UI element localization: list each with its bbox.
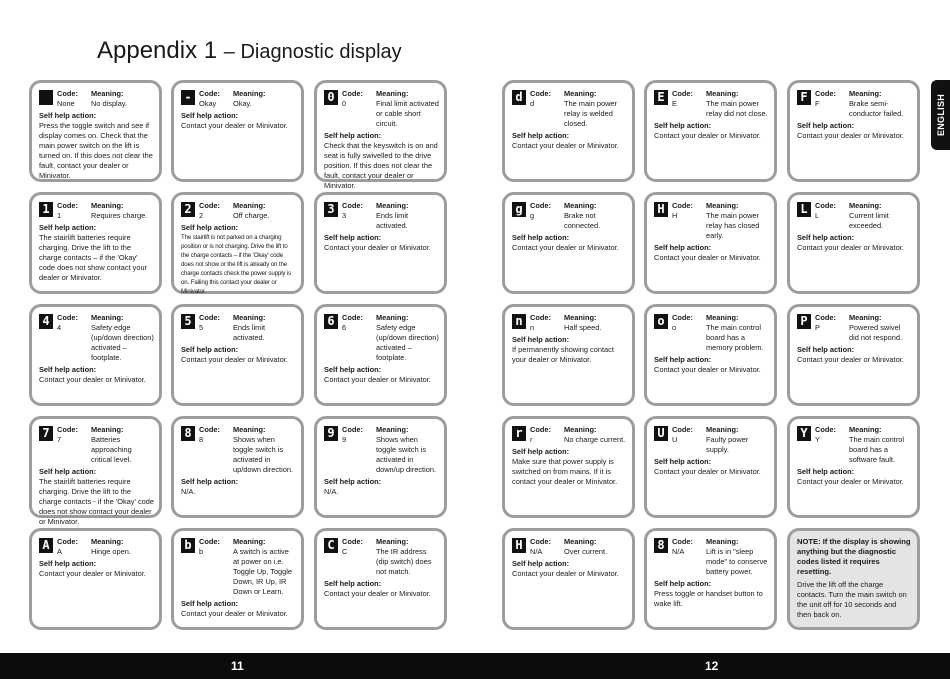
self-help-text: Contact your dealer or Minivator.: [324, 243, 431, 252]
self-help-text: Press the toggle switch and see if display comes on. Check that the main power switch on the lift is turned on. If this does not clear the fault, contact your dealer or Minivator.: [39, 121, 153, 180]
self-help-label: Self help action:: [181, 599, 239, 608]
diagnostic-card: [787, 192, 920, 294]
display-code-icon: H: [512, 538, 526, 553]
self-help-text: Press toggle or handset button to wake lift.: [654, 589, 763, 608]
code-value: b: [199, 547, 204, 556]
meaning-label: Meaning:: [91, 201, 124, 210]
meaning-value: No display.: [91, 99, 128, 108]
code-label: Code:: [672, 89, 693, 98]
code-value: 9: [342, 435, 347, 444]
reset-note-card: [787, 528, 920, 630]
self-help-text: If permanently showing contact your dealer or Minivator.: [512, 345, 614, 364]
code-label: Code:: [672, 425, 693, 434]
display-code-icon: 0: [324, 90, 338, 105]
self-help-text: The stairlift batteries require charging. Drive the lift to the charge contacts – if the 'Okay' code does not show contact your dealer or Minivator.: [39, 233, 148, 282]
meaning-value: Current limit exceeded.: [849, 211, 889, 230]
diagnostic-card: [502, 416, 635, 518]
code-value: A: [57, 547, 62, 556]
meaning-label: Meaning:: [564, 537, 597, 546]
meaning-label: Meaning:: [376, 537, 409, 546]
diagnostic-card: [171, 192, 304, 294]
self-help-label: Self help action:: [654, 355, 712, 364]
meaning-value: Off charge.: [233, 211, 270, 220]
meaning-value: Over current.: [564, 547, 608, 556]
code-label: Code:: [342, 201, 363, 210]
self-help-text: Contact your dealer or Minivator.: [654, 467, 761, 476]
code-label: Code:: [672, 201, 693, 210]
meaning-label: Meaning:: [564, 425, 597, 434]
meaning-label: Meaning:: [233, 89, 266, 98]
diagnostic-card: [644, 80, 777, 182]
code-label: Code:: [530, 313, 551, 322]
code-label: Code:: [57, 201, 78, 210]
self-help-text: Contact your dealer or Minivator.: [797, 355, 904, 364]
page-title-sub: – Diagnostic display: [223, 41, 402, 63]
self-help-label: Self help action:: [797, 121, 855, 130]
display-code-icon: g: [512, 202, 526, 217]
self-help-text: Contact your dealer or Minivator.: [797, 131, 904, 140]
meaning-label: Meaning:: [376, 313, 409, 322]
code-value: N/A: [672, 547, 685, 556]
display-code-icon: o: [654, 314, 668, 329]
meaning-value: The main control board has a memory problem.: [706, 323, 764, 352]
display-code-icon: 9: [324, 426, 338, 441]
meaning-label: Meaning:: [91, 425, 124, 434]
self-help-label: Self help action:: [512, 233, 570, 242]
diagnostic-card: [29, 528, 162, 630]
code-value: F: [815, 99, 820, 108]
code-value: P: [815, 323, 820, 332]
code-label: Code:: [815, 89, 836, 98]
meaning-label: Meaning:: [564, 313, 597, 322]
meaning-value: No charge current.: [564, 435, 626, 444]
self-help-label: Self help action:: [654, 579, 712, 588]
code-label: Code:: [342, 537, 363, 546]
language-tab-label: ENGLISH: [935, 93, 946, 137]
self-help-label: Self help action:: [797, 233, 855, 242]
self-help-text: The stairlift is not parked on a charging position or is not charging. Drive the lift to the charge contacts – if the 'Okay' code does not show or the lift is already on the charge contacts check the power supply is on. Failing this contact your dealer or Minivator.: [181, 234, 292, 295]
display-code-icon: H: [654, 202, 668, 217]
self-help-label: Self help action:: [797, 345, 855, 354]
code-value: r: [530, 435, 533, 444]
meaning-value: A switch is active at power on i.e. Toggle Up, Toggle Down, IR Up, IR Down or Learn.: [233, 547, 293, 596]
self-help-text: Contact your dealer or Minivator.: [39, 569, 146, 578]
meaning-value: Okay.: [233, 99, 252, 108]
code-value: E: [672, 99, 677, 108]
meaning-value: Brake not connected.: [564, 211, 601, 230]
meaning-label: Meaning:: [233, 201, 266, 210]
self-help-label: Self help action:: [324, 365, 382, 374]
code-value: 7: [57, 435, 62, 444]
display-code-icon: U: [654, 426, 668, 441]
code-value: 1: [57, 211, 62, 220]
code-value: U: [672, 435, 678, 444]
meaning-value: The main power relay is welded closed.: [564, 99, 617, 128]
self-help-label: Self help action:: [324, 131, 382, 140]
code-value: 0: [342, 99, 347, 108]
page-title-main: Appendix 1: [97, 37, 218, 64]
meaning-value: Safety edge (up/down direction) activated – footplate.: [376, 323, 439, 362]
diagnostic-card: [644, 192, 777, 294]
code-value: d: [530, 99, 535, 108]
code-value: Okay: [199, 99, 217, 108]
diagnostic-card: [644, 528, 777, 630]
meaning-label: Meaning:: [706, 537, 739, 546]
diagnostic-card: [644, 304, 777, 406]
code-value: H: [672, 211, 678, 220]
display-code-icon: P: [797, 314, 811, 329]
meaning-value: Powered swivel did not respond.: [849, 323, 903, 342]
display-code-icon: 3: [324, 202, 338, 217]
meaning-value: Safety edge (up/down direction) activated – footplate.: [91, 323, 154, 362]
meaning-label: Meaning:: [233, 537, 266, 546]
meaning-value: Half speed.: [564, 323, 602, 332]
meaning-label: Meaning:: [849, 313, 882, 322]
display-code-icon: d: [512, 90, 526, 105]
self-help-label: Self help action:: [39, 111, 97, 120]
meaning-label: Meaning:: [91, 313, 124, 322]
meaning-label: Meaning:: [706, 201, 739, 210]
meaning-value: The main control board has a software fault.: [849, 435, 905, 464]
self-help-text: N/A.: [181, 487, 196, 496]
self-help-text: Contact your dealer or Minivator.: [512, 243, 619, 252]
code-label: Code:: [342, 313, 363, 322]
page-footer: [0, 653, 950, 679]
diagnostic-card: [787, 304, 920, 406]
display-code-icon: 1: [39, 202, 53, 217]
self-help-label: Self help action:: [324, 477, 382, 486]
self-help-label: Self help action:: [324, 233, 382, 242]
page-number-left: 11: [231, 659, 244, 673]
meaning-label: Meaning:: [849, 89, 882, 98]
self-help-label: Self help action:: [512, 447, 570, 456]
meaning-value: Brake semi-conductor failed.: [849, 99, 904, 118]
self-help-text: Contact your dealer or Minivator.: [512, 141, 619, 150]
code-value: g: [530, 211, 535, 220]
self-help-label: Self help action:: [39, 467, 97, 476]
meaning-label: Meaning:: [233, 425, 266, 434]
self-help-label: Self help action:: [654, 243, 712, 252]
display-code-icon: C: [324, 538, 338, 553]
meaning-value: Requires charge.: [91, 211, 148, 220]
diagnostic-card: [171, 80, 304, 182]
diagnostic-card: [314, 80, 447, 190]
display-code-icon: b: [181, 538, 195, 553]
self-help-label: Self help action:: [181, 111, 239, 120]
code-label: Code:: [530, 537, 551, 546]
meaning-label: Meaning:: [376, 89, 409, 98]
meaning-value: Lift is in "sleep mode" to conserve battery power.: [706, 547, 768, 576]
self-help-label: Self help action:: [181, 223, 239, 232]
self-help-text: Contact your dealer or Minivator.: [39, 375, 146, 384]
code-label: Code:: [199, 425, 220, 434]
meaning-value: Hinge open.: [91, 547, 131, 556]
code-value: 8: [199, 435, 204, 444]
diagnostic-card: [787, 416, 920, 518]
self-help-text: N/A.: [324, 487, 339, 496]
diagnostic-card: [314, 416, 447, 518]
meaning-value: The main power relay has closed early.: [706, 211, 760, 240]
code-label: Code:: [672, 313, 693, 322]
diagnostic-card: [787, 80, 920, 182]
self-help-label: Self help action:: [181, 345, 239, 354]
code-label: Code:: [530, 425, 551, 434]
meaning-label: Meaning:: [706, 425, 739, 434]
meaning-label: Meaning:: [849, 201, 882, 210]
code-label: Code:: [199, 537, 220, 546]
meaning-label: Meaning:: [376, 201, 409, 210]
code-label: Code:: [199, 89, 220, 98]
page-number-right: 12: [705, 659, 719, 673]
diagnostic-card: [502, 528, 635, 630]
code-value: N/A: [530, 547, 543, 556]
self-help-label: Self help action:: [181, 477, 239, 486]
diagnostic-card: [29, 192, 162, 294]
code-label: Code:: [57, 89, 78, 98]
diagnostic-card: [314, 528, 447, 630]
display-code-icon: n: [512, 314, 526, 329]
diagnostic-card: [644, 416, 777, 518]
meaning-label: Meaning:: [849, 425, 882, 434]
diagnostic-card: [502, 192, 635, 294]
display-code-icon: 7: [39, 426, 53, 441]
code-label: Code:: [815, 201, 836, 210]
code-value: 6: [342, 323, 347, 332]
self-help-text: Contact your dealer or Minivator.: [181, 355, 288, 364]
code-label: Code:: [342, 425, 363, 434]
meaning-value: The IR address (dip switch) does not match.: [376, 547, 432, 576]
code-label: Code:: [57, 313, 78, 322]
meaning-value: Shows when toggle switch is activated in down/up direction.: [376, 435, 436, 474]
code-label: Code:: [342, 89, 363, 98]
self-help-label: Self help action:: [797, 467, 855, 476]
self-help-label: Self help action:: [654, 457, 712, 466]
code-value: None: [57, 99, 75, 108]
display-code-icon: 4: [39, 314, 53, 329]
code-label: Code:: [199, 313, 220, 322]
self-help-text: Check that the keyswitch is on and seat is fully swivelled to the drive position. If this does not clear the fault, contact your dealer or Minivator.: [324, 141, 438, 190]
display-code-icon: 5: [181, 314, 195, 329]
self-help-text: Make sure that power supply is switched on from mains. If it is contact your dealer or Minivator.: [512, 457, 618, 486]
code-value: 2: [199, 211, 204, 220]
self-help-text: The stairlift batteries require charging. Drive the lift to the charge contacts - if the 'Okay' code does not show contact your dealer or Minivator.: [39, 477, 154, 526]
meaning-label: Meaning:: [233, 313, 266, 322]
self-help-label: Self help action:: [512, 559, 570, 568]
display-code-icon: 6: [324, 314, 338, 329]
code-label: Code:: [672, 537, 693, 546]
code-label: Code:: [530, 201, 551, 210]
self-help-text: Contact your dealer or Minivator.: [654, 131, 761, 140]
language-tab: [931, 80, 950, 150]
code-value: 3: [342, 211, 347, 220]
meaning-value: Final limit activated or cable short circuit.: [376, 99, 439, 128]
self-help-label: Self help action:: [324, 579, 382, 588]
code-label: Code:: [815, 313, 836, 322]
self-help-label: Self help action:: [39, 365, 97, 374]
code-value: L: [815, 211, 820, 220]
self-help-text: Contact your dealer or Minivator.: [797, 243, 904, 252]
display-code-icon: L: [797, 202, 811, 217]
meaning-label: Meaning:: [91, 89, 124, 98]
meaning-label: Meaning:: [564, 89, 597, 98]
meaning-label: Meaning:: [91, 537, 124, 546]
diagnostic-card: [502, 80, 635, 182]
meaning-value: Ends limit activated.: [376, 211, 409, 230]
meaning-label: Meaning:: [706, 313, 739, 322]
code-label: Code:: [530, 89, 551, 98]
meaning-label: Meaning:: [376, 425, 409, 434]
meaning-value: Faulty power supply.: [706, 435, 749, 454]
diagnostic-card: [314, 304, 447, 406]
reset-note-text: Drive the lift off the charge contacts. Turn the main switch on the unit off for 10 seconds and then back on.: [797, 580, 907, 619]
display-code-icon: E: [654, 90, 668, 105]
self-help-text: Contact your dealer or Minivator.: [324, 589, 431, 598]
display-code-icon: 8: [181, 426, 195, 441]
diagnostic-card: [502, 304, 635, 406]
self-help-text: Contact your dealer or Minivator.: [324, 375, 431, 384]
code-label: Code:: [57, 425, 78, 434]
diagnostic-card: [29, 304, 162, 406]
reset-note-heading: NOTE: If the display is showing anything but the diagnostic codes listed it requires resetting.: [797, 537, 911, 576]
diagnostic-card: [29, 416, 162, 526]
self-help-text: Contact your dealer or Minivator.: [654, 365, 761, 374]
diagnostic-card: [171, 528, 304, 630]
diagnostic-card: [171, 416, 304, 518]
code-label: Code:: [57, 537, 78, 546]
self-help-text: Contact your dealer or Minivator.: [797, 477, 904, 486]
page-title: [97, 36, 402, 67]
self-help-label: Self help action:: [39, 223, 97, 232]
meaning-label: Meaning:: [564, 201, 597, 210]
diagnostic-card: [171, 304, 304, 406]
code-value: 4: [57, 323, 62, 332]
meaning-value: Batteries approaching critical level.: [91, 435, 132, 464]
display-code-icon: r: [512, 426, 526, 441]
diagnostic-card: [314, 192, 447, 294]
code-value: C: [342, 547, 348, 556]
display-code-icon: 8: [654, 538, 668, 553]
code-value: n: [530, 323, 535, 332]
display-code-icon: F: [797, 90, 811, 105]
meaning-value: Ends limit activated.: [233, 323, 266, 342]
code-value: 5: [199, 323, 204, 332]
self-help-label: Self help action:: [512, 131, 570, 140]
code-value: Y: [815, 435, 820, 444]
meaning-value: The main power relay did not close.: [706, 99, 768, 118]
diagnostic-card: [29, 80, 162, 182]
code-label: Code:: [815, 425, 836, 434]
self-help-text: Contact your dealer or Minivator.: [181, 121, 288, 130]
self-help-text: Contact your dealer or Minivator.: [512, 569, 619, 578]
self-help-text: Contact your dealer or Minivator.: [654, 253, 761, 262]
self-help-text: Contact your dealer or Minivator.: [181, 609, 288, 618]
meaning-label: Meaning:: [706, 89, 739, 98]
self-help-label: Self help action:: [654, 121, 712, 130]
meaning-value: Shows when toggle switch is activated in up/down direction.: [233, 435, 293, 474]
display-code-icon: 2: [181, 202, 195, 217]
display-code-icon: A: [39, 538, 53, 553]
code-value: o: [672, 323, 677, 332]
self-help-label: Self help action:: [512, 335, 570, 344]
display-code-icon: [39, 90, 53, 105]
self-help-label: Self help action:: [39, 559, 97, 568]
display-code-icon: Y: [797, 426, 811, 441]
display-code-icon: -: [181, 90, 195, 105]
code-label: Code:: [199, 201, 220, 210]
